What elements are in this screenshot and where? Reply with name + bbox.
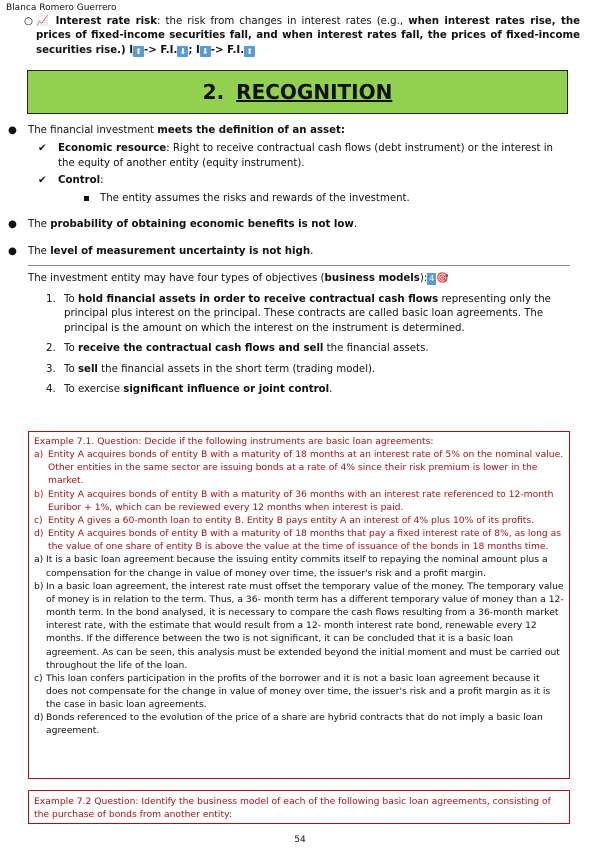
question-letter: b) (34, 488, 44, 500)
chart-increasing-icon: 📈 (36, 16, 51, 27)
page-number: 54 (294, 835, 306, 845)
objective-text: To (64, 343, 78, 355)
economic-resource-label: Economic resource (58, 143, 167, 155)
question-text: Entity A acquires bonds of entity B with a maturity of 18 months at an interest rate of 5% on the nominal value. Other entities in the same sector are issuing bonds at a rate of 4% since their risk premium is lower in the market. (48, 449, 564, 487)
bullet-period-3: . (310, 245, 314, 257)
objective-bold: hold financial assets in order to receive contractual cash flows (77, 293, 439, 305)
example-7-1-box (28, 431, 570, 779)
intro-bold: business models (324, 273, 420, 285)
objective-number: 3. (46, 363, 56, 375)
example-7-2-box (28, 790, 570, 824)
answer-text: Bonds referenced to the evolution of the price of a share are hybrid contracts that do not imply a basic loan agreement. (46, 712, 543, 737)
section-banner (27, 70, 568, 114)
arrow-down-icon-2: ⬇ (200, 46, 211, 57)
objective-item (0, 383, 560, 397)
risk-formula-open: ) I (121, 44, 134, 56)
bullet-bold-text-2: probability of obtaining economic benefits is not low (50, 219, 354, 231)
bullet-bold-text: meets the definition of an asset: (157, 125, 345, 136)
divider (28, 265, 570, 266)
answer-letter: b) (34, 580, 44, 592)
four-badge-icon: 4 (429, 274, 435, 284)
intro-text: The investment entity may have four types of objectives ( (28, 273, 325, 285)
risk-text: : the risk from changes in interest rates (e.g., (157, 16, 404, 27)
objective-rest: . (329, 384, 333, 396)
risk-bold-text: when interest rates rise, the prices of fixed-income securities fall, and when interest rates fall, the prices of fixed-income securities rise. (36, 16, 580, 56)
question-letter: a) (34, 449, 44, 461)
section-title: RECOGNITION (236, 79, 393, 104)
objective-text: To (64, 293, 78, 305)
section-number: 2. (202, 79, 225, 104)
question-letter: c) (34, 514, 43, 526)
objective-number: 1. (46, 293, 56, 305)
bullet-period-2: . (353, 219, 358, 231)
economic-resource-text: : Right to receive contractual cash flows (debt instrument) or the interest in the equity of another entity (equity instrument). (58, 143, 554, 169)
arrow-up-icon-2: ⬆ (244, 46, 255, 57)
intro-close: ): (419, 273, 428, 285)
objective-rest: the financial assets in the short term (trading model). (97, 363, 376, 375)
bullet-text: The financial investment (28, 125, 158, 136)
bullet-dot-icon: ● (8, 125, 17, 136)
economic-resource-item (0, 142, 570, 171)
hollow-bullet-icon: ○ (24, 16, 33, 27)
objective-rest: the financial assets. (323, 343, 429, 355)
question-item (34, 488, 564, 514)
answer-item (34, 672, 564, 711)
control-label: Control (58, 175, 101, 187)
answer-item (34, 553, 564, 579)
question-item (34, 514, 564, 527)
interest-rate-risk-item (24, 15, 580, 58)
control-item (0, 174, 570, 188)
answer-text: In a basic loan agreement, the interest rate must offset the temporary value of the money. The temporary value of money is in relation to the term. Thus, a 36- month term has a different temporary value of money than a 12-month term. In the bond analysed, it is necessary to compare the cash flows resulting from a 36-month market interest rate, with the estimate that would result from a 12- month interest rate bond, renewable every 12 months. If the difference between the two is not significant, it can be concluded that it is a basic loan agreement. As can be seen, this analysis must be extended beyond the initial moment and must be carried out throughout the life of the loan. (46, 580, 564, 671)
bullet-text-2: The (28, 219, 51, 231)
answer-item (34, 580, 564, 672)
author-name: Blanca Romero Guerrero (6, 3, 117, 13)
check-icon-2: ✔ (38, 175, 47, 187)
objective-text: To exercise (64, 384, 124, 396)
arrow-down-icon: ⬇ (177, 46, 188, 57)
objective-bold: significant influence or joint control (123, 384, 330, 396)
control-subitem-text: The entity assumes the risks and rewards of the investment. (100, 192, 410, 204)
objective-bold: sell (77, 363, 98, 375)
question-text: Entity A gives a 60-month loan to entity B. Entity B pays entity A an interest of 4% plus 10% of its profits. (48, 514, 535, 526)
main-content (0, 124, 600, 404)
bullet-asset-definition (0, 124, 600, 138)
example-7-2-title: Example 7.2 Question: Identify the business model of each of the following basic loan agreements, consisting of the purchase of bonds from another entity: (34, 796, 551, 821)
arrow-up-icon: ⬆ (133, 46, 144, 57)
question-item (34, 448, 564, 487)
question-text: Entity A acquires bonds of entity B with a maturity of 18 months that pay a fixed interest rate of 8%, as long as the value of one share of entity B is above the value at the time of issuance of the bonds in 18 months time. (48, 528, 562, 553)
answer-letter: d) (34, 712, 44, 724)
bullet-dot-icon-3: ● (8, 245, 17, 257)
objective-item (0, 293, 560, 336)
answer-letter: c) (34, 672, 43, 684)
objective-rest: representing only the principal plus interest on the principal. These contracts are called basic loan agreements. The principal is the amount on which the interest on the instrument is determined. (64, 293, 551, 334)
bullet-bold-text-3: level of measurement uncertainty is not high (50, 245, 311, 257)
risk-formula-fi-2: -> F.I. (210, 44, 245, 56)
objective-text: To (64, 363, 78, 375)
business-models-intro (0, 272, 600, 286)
question-item (34, 527, 564, 553)
bullet-dot-icon-2: ● (8, 219, 17, 231)
risk-formula-fi-1: -> F.I. (144, 44, 178, 56)
objective-number: 4. (46, 384, 56, 396)
objective-number: 2. (46, 343, 56, 355)
risk-formula-sep: ; I (188, 44, 200, 56)
target-icon: 🎯 (436, 273, 450, 285)
bullet-text-3: The (28, 245, 51, 257)
square-bullet-icon (84, 196, 89, 201)
objective-item (0, 342, 560, 356)
question-text: Entity A acquires bonds of entity B with a maturity of 36 months with an interest rate referenced to 12-month Euribor + 1%, which can be reviewed every 12 months when interest is paid. (48, 488, 554, 513)
control-colon: : (100, 175, 104, 187)
control-subitem (0, 192, 600, 206)
answer-item (34, 711, 564, 737)
answer-text: It is a basic loan agreement because the issuing entity commits itself to repaying the nominal amount plus a compensation for the change in value of money over time, the issuer's risk and a profit margin. (46, 554, 548, 579)
risk-title: Interest rate risk (55, 16, 158, 27)
answer-text: This loan confers participation in the profits of the borrower and it is not a basic loan agreement because it does not compensate for the change in value of money over time, the issuer's risk and a profit margin as it is the case in basic loan agreements. (46, 672, 551, 711)
example-7-1-title: Example 7.1. Question: Decide if the following instruments are basic loan agreements: (34, 436, 434, 447)
objective-bold: receive the contractual cash flows and sell (77, 343, 324, 355)
question-letter: d) (34, 528, 44, 540)
bullet-probability (0, 218, 600, 232)
objective-item (0, 363, 560, 377)
check-icon: ✔ (38, 143, 47, 155)
bullet-measurement (0, 245, 600, 259)
answer-letter: a) (34, 554, 44, 566)
